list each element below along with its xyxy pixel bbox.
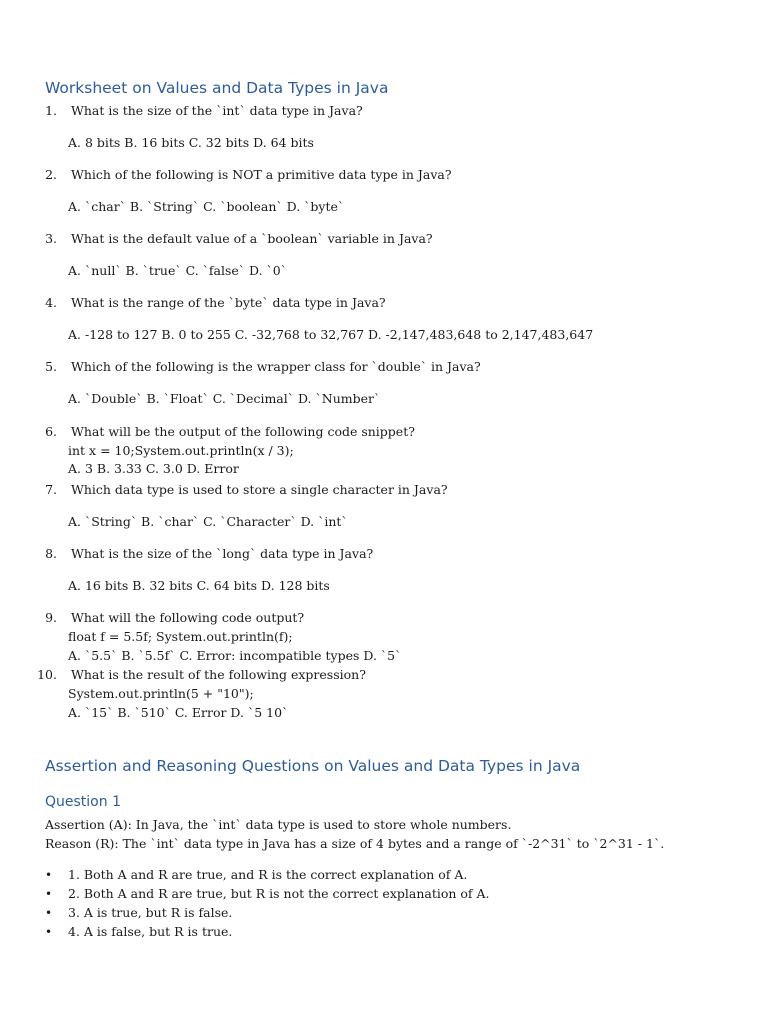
question-text: What will be the output of the following code snippet? bbox=[71, 424, 415, 439]
bullet-icon: • bbox=[45, 906, 53, 920]
question-number: 1. bbox=[45, 103, 57, 118]
question-text: What is the result of the following expression? bbox=[71, 667, 366, 682]
question-text: What is the size of the `long` data type in Java? bbox=[71, 546, 374, 561]
question-number: 7. bbox=[45, 482, 57, 497]
question-options: A. 16 bits B. 32 bits C. 64 bits D. 128 bits bbox=[68, 578, 330, 593]
question-number: 9. bbox=[45, 610, 57, 625]
question-text: What will the following code output? bbox=[71, 610, 305, 625]
code-snippet: float f = 5.5f; System.out.println(f); bbox=[68, 629, 293, 644]
question-number: 6. bbox=[45, 424, 57, 439]
reason-statement: Reason (R): The `int` data type in Java has a size of 4 bytes and a range of `-2^31` to `2^31 - 1`. bbox=[45, 836, 665, 851]
question-options: A. 8 bits B. 16 bits C. 32 bits D. 64 bits bbox=[68, 135, 314, 150]
question-number: 5. bbox=[45, 359, 57, 374]
question-options: A. `String` B. `char` C. `Character` D. `int` bbox=[68, 514, 348, 529]
code-snippet: int x = 10;System.out.println(x / 3); bbox=[68, 443, 294, 458]
choice-item: 4. A is false, but R is true. bbox=[68, 924, 233, 939]
question-text: Which of the following is the wrapper class for `double` in Java? bbox=[71, 359, 481, 374]
bullet-icon: • bbox=[45, 868, 53, 882]
choice-item: 1. Both A and R are true, and R is the correct explanation of A. bbox=[68, 867, 468, 882]
question-options: A. `null` B. `true` C. `false` D. `0` bbox=[68, 263, 288, 278]
question-number: 8. bbox=[45, 546, 57, 561]
question-options: A. `15` B. `510` C. Error D. `5 10` bbox=[68, 705, 289, 720]
question-text: What is the default value of a `boolean` variable in Java? bbox=[71, 231, 433, 246]
question-options: A. 3 B. 3.33 C. 3.0 D. Error bbox=[68, 461, 239, 476]
choice-item: 2. Both A and R are true, but R is not the correct explanation of A. bbox=[68, 886, 490, 901]
question-text: Which data type is used to store a single character in Java? bbox=[71, 482, 448, 497]
question-text: What is the range of the `byte` data type in Java? bbox=[71, 295, 386, 310]
question-number: 2. bbox=[45, 167, 57, 182]
question-number: 3. bbox=[45, 231, 57, 246]
question-1-title: Question 1 bbox=[45, 794, 121, 810]
question-text: What is the size of the `int` data type in Java? bbox=[71, 103, 363, 118]
assertion-section-title: Assertion and Reasoning Questions on Values and Data Types in Java bbox=[45, 757, 581, 775]
worksheet-title: Worksheet on Values and Data Types in Java bbox=[45, 79, 389, 97]
code-snippet: System.out.println(5 + "10"); bbox=[68, 686, 254, 701]
choice-item: 3. A is true, but R is false. bbox=[68, 905, 233, 920]
question-text: Which of the following is NOT a primitive data type in Java? bbox=[71, 167, 452, 182]
question-options: A. `char` B. `String` C. `boolean` D. `byte` bbox=[68, 199, 345, 214]
question-number: 10. bbox=[37, 667, 57, 682]
assertion-statement: Assertion (A): In Java, the `int` data type is used to store whole numbers. bbox=[45, 817, 512, 832]
question-options: A. -128 to 127 B. 0 to 255 C. -32,768 to 32,767 D. -2,147,483,648 to 2,147,483,647 bbox=[68, 327, 594, 342]
bullet-icon: • bbox=[45, 887, 53, 901]
question-options: A. `Double` B. `Float` C. `Decimal` D. `Number` bbox=[68, 391, 381, 406]
bullet-icon: • bbox=[45, 925, 53, 939]
question-number: 4. bbox=[45, 295, 57, 310]
question-options: A. `5.5` B. `5.5f` C. Error: incompatible types D. `5` bbox=[68, 648, 402, 663]
